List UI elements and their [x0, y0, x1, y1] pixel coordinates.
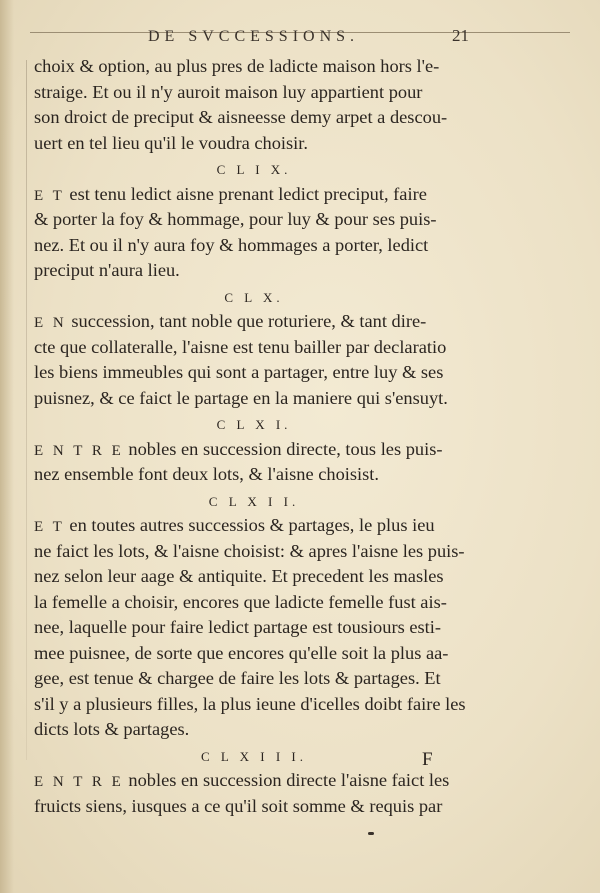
- article-number: C L I X.: [216, 162, 292, 177]
- article-number: C L X I I I.: [200, 748, 307, 764]
- line-text: gee, est tenue & chargee de faire les lots & partages. Et: [34, 668, 441, 688]
- line-text: uert en tel lieu qu'il le voudra choisir.: [34, 132, 308, 153]
- line-text: est tenu ledict aisne prenant ledict preciput, faire: [64, 183, 427, 204]
- line-text: nobles en succession directe, tous les puis-: [123, 438, 443, 459]
- text-line: [34, 768, 474, 794]
- text-line: [34, 513, 474, 539]
- text-line: [34, 233, 474, 259]
- line-text: choix & option, au plus pres de ladicte maison hors l'e-: [34, 56, 440, 76]
- page-number: 21: [452, 26, 469, 45]
- line-text: la femelle a choisir, encores que ladicte femelle fust ais-: [34, 591, 447, 612]
- text-line: [34, 80, 474, 106]
- line-text: puisnez, & ce faict le partage en la maniere qui s'ensuyt.: [34, 387, 448, 408]
- lead-word: E N T R E: [34, 442, 124, 459]
- line-text: mee puisnee, de sorte que encores qu'elle soit la plus aa-: [34, 642, 449, 663]
- text-line: [34, 692, 474, 718]
- article-number: C L X I I.: [208, 493, 300, 509]
- text-line: [34, 564, 474, 590]
- text-line: [34, 437, 474, 463]
- line-text: cte que collateralle, l'aisne est tenu bailler par declaratio: [34, 336, 447, 357]
- article-number: C L X.: [224, 289, 284, 305]
- text-line: [34, 131, 474, 157]
- line-text: fruicts siens, iusques a ce qu'il soit somme & requis par: [34, 795, 443, 816]
- text-line: [34, 615, 474, 641]
- text-line: [34, 462, 474, 488]
- text-line: [34, 539, 474, 565]
- line-text: preciput n'aura lieu.: [34, 260, 180, 280]
- running-head: DE SVCCESSIONS.: [148, 28, 360, 45]
- lead-word: E N T R E: [34, 774, 124, 790]
- line-text: nez selon leur aage & antiquite. Et precedent les masles: [34, 566, 444, 586]
- article-number: C L X I.: [216, 417, 292, 432]
- text-line: [34, 641, 474, 667]
- text-line: [34, 54, 474, 80]
- line-text: straige. Et ou il n'y auroit maison luy appartient pour: [34, 81, 423, 102]
- text-line: [34, 360, 474, 386]
- text-line: [34, 335, 474, 361]
- line-text: nez ensemble font deux lots, & l'aisne choisist.: [34, 464, 380, 484]
- text-line: [34, 105, 474, 131]
- text-line: [34, 207, 474, 233]
- line-text: succession, tant noble que roturiere, & tant dire-: [66, 311, 427, 331]
- text-line: [34, 182, 474, 208]
- line-text: en toutes autres successios & partages, le plus ieu: [64, 515, 435, 535]
- ink-speck: [368, 832, 374, 835]
- text-line: [34, 794, 474, 820]
- lead-word: E N: [34, 315, 67, 331]
- line-text: nobles en succession directe l'aisne faict les: [123, 770, 450, 790]
- body-text: [34, 54, 474, 819]
- line-text: s'il y a plusieurs filles, la plus ieune d'icelles doibt faire les: [34, 693, 466, 714]
- lead-word: E T: [34, 187, 65, 204]
- lead-word: E T: [34, 519, 65, 535]
- line-text: nez. Et ou il n'y aura foy & hommages a porter, ledict: [34, 234, 429, 255]
- line-text: dicts lots & partages.: [34, 719, 190, 739]
- text-line: [34, 590, 474, 616]
- line-text: & porter la foy & hommage, pour luy & pour ses puis-: [34, 209, 437, 229]
- text-line: [34, 309, 474, 335]
- show-through-line: [26, 60, 27, 760]
- text-line: [34, 717, 474, 743]
- line-text: son droict de preciput & aisneesse demy arpet a descou-: [34, 107, 448, 127]
- text-line: [34, 258, 474, 284]
- text-line: [34, 666, 474, 692]
- signature-mark: F: [422, 749, 433, 770]
- line-text: ne faict les lots, & l'aisne choisist: & apres l'aisne les puis-: [34, 540, 465, 561]
- line-text: nee, laquelle pour faire ledict partage est tousiours esti-: [34, 617, 441, 637]
- text-line: [34, 386, 474, 412]
- page-gutter-shadow: [0, 0, 14, 893]
- line-text: les biens immeubles qui sont a partager, entre luy & ses: [34, 362, 444, 382]
